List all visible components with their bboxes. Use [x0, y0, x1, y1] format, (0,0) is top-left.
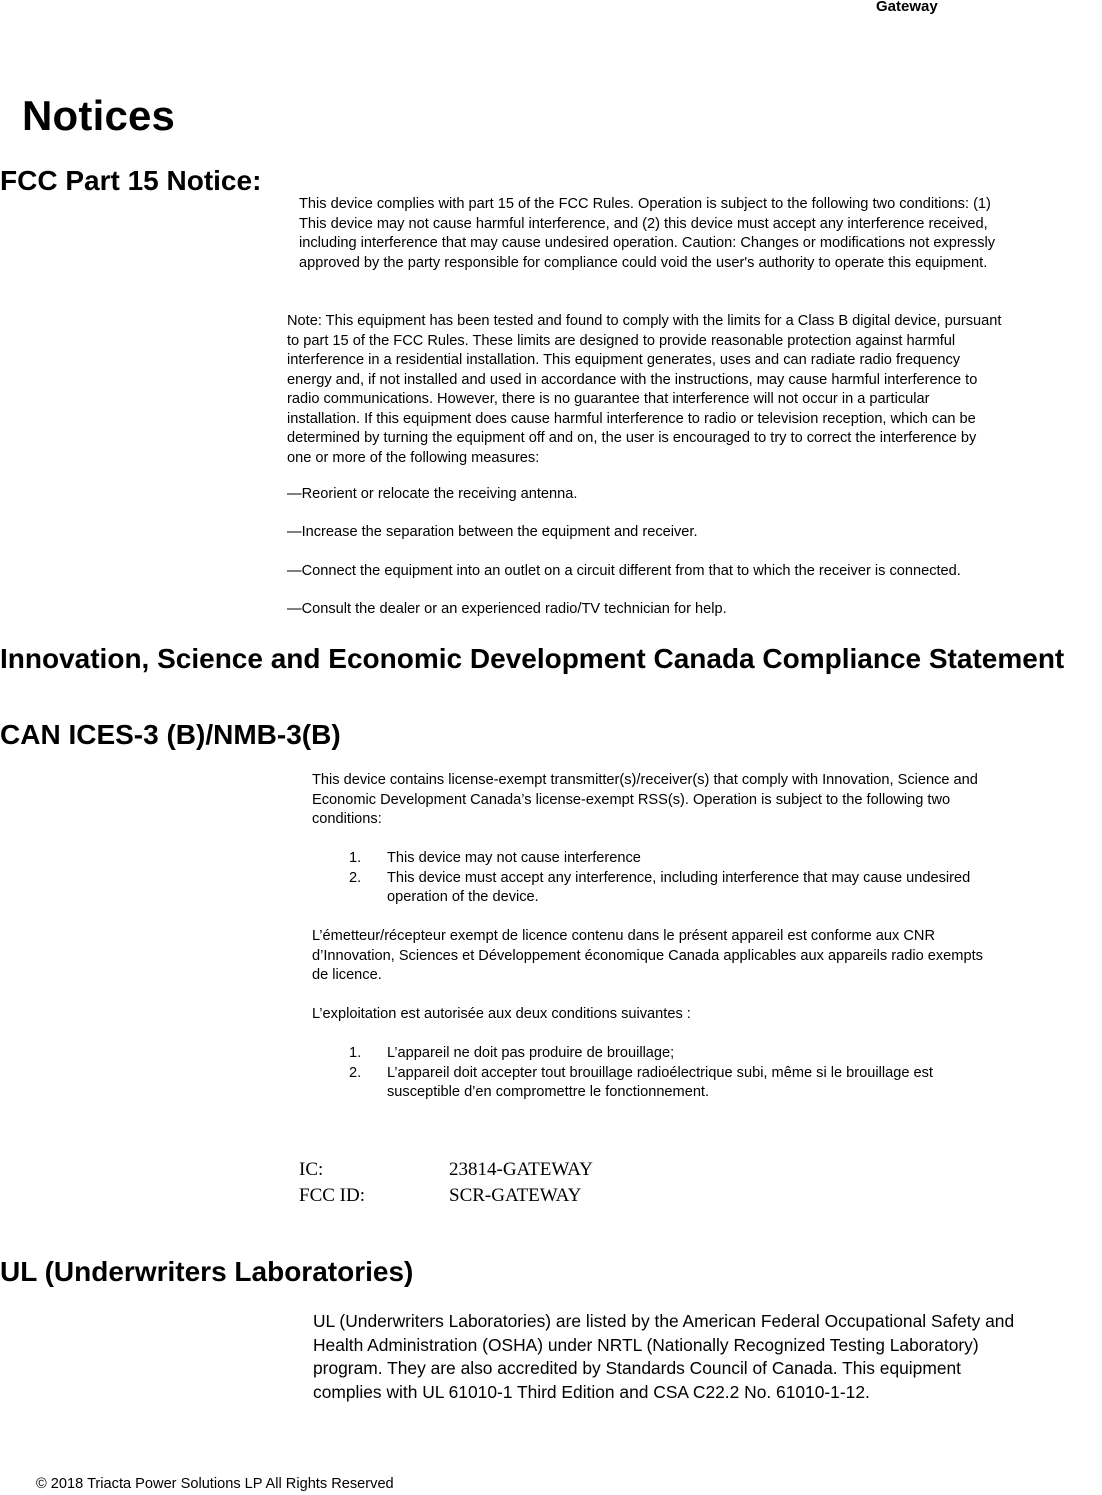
text-line: Note: This equipment has been tested and found to comply with the limits for a Class B digital device, pursuant: [287, 313, 1002, 329]
footer-copyright: © 2018 Triacta Power Solutions LP All Rights Reserved: [36, 1476, 394, 1492]
text-line: L’émetteur/récepteur exempt de licence contenu dans le présent appareil est conforme aux CNR: [312, 928, 936, 944]
text-line: installation. If this equipment does cause harmful interference to radio or television reception, which can be: [287, 410, 976, 427]
text-line: one or more of the following measures:: [287, 449, 540, 466]
list-item: [312, 1064, 1082, 1103]
text-line: to part 15 of the FCC Rules. These limits are designed to provide reasonable protection against harmful: [287, 332, 956, 349]
text-line: d’Innovation, Sciences et Développement économique Canada applicables aux appareils radio exempts: [312, 947, 983, 964]
list-item: [312, 849, 1082, 869]
text-line: susceptible d’en compromettre le fonctionnement.: [387, 1084, 710, 1100]
list-number: 1.: [349, 850, 362, 866]
text-line: This device may not cause harmful interference, and (2) this device must accept any interference received,: [299, 215, 988, 232]
list-number: 1.: [349, 1045, 362, 1061]
text-line: approved by the party responsible for compliance could void the user's authority to operate this equipment.: [299, 254, 988, 271]
text-line: This device complies with part 15 of the FCC Rules. Operation is subject to the following two conditions: (1): [299, 196, 991, 212]
list-number: 2.: [349, 1064, 362, 1081]
fcc-measure-item: —Connect the equipment into an outlet on a circuit different from that to which the receiver is connected.: [287, 563, 961, 579]
fcc-measure-item: —Consult the dealer or an experienced radio/TV technician for help.: [287, 601, 727, 617]
page-title: Notices: [22, 92, 176, 139]
text-line: operation of the device.: [387, 889, 539, 905]
text-line: L’exploitation est autorisée aux deux conditions suivantes :: [312, 1006, 691, 1022]
fcc-heading: FCC Part 15 Notice:: [0, 165, 262, 196]
text-line: program. They are also accredited by Standards Council of Canada. This equipment: [313, 1358, 962, 1378]
text-line: radio communications. However, there is no guarantee that interference will not occur in a particular: [287, 391, 930, 407]
fcc-note-paragraph: [287, 312, 1102, 468]
fcc-measure-item: —Increase the separation between the equipment and receiver.: [287, 524, 698, 540]
id-value: 23814-GATEWAY: [449, 1159, 593, 1180]
running-header-title: Gateway: [876, 0, 938, 15]
text-line: de licence.: [312, 967, 382, 983]
list-item: [312, 1044, 1082, 1064]
text-line: Economic Development Canada’s license-exempt RSS(s). Operation is subject to the following two: [312, 791, 951, 808]
text-line: L’appareil doit accepter tout brouillage radioélectrique subi, même si le brouillage est: [387, 1064, 933, 1081]
ised-fr-conditions-list: [312, 1044, 1082, 1103]
id-label: IC:: [299, 1159, 324, 1180]
text-line: UL (Underwriters Laboratories) are listed by the American Federal Occupational Safety and: [313, 1311, 1015, 1331]
text-line: L’appareil ne doit pas produire de brouillage;: [387, 1045, 675, 1061]
text-line: This device must accept any interference, including interference that may cause undesired: [387, 869, 971, 886]
text-line: conditions:: [312, 811, 382, 827]
fcc-compliance-paragraph: [299, 195, 1099, 273]
ised-body: [312, 771, 1082, 1103]
list-number: 2.: [349, 869, 362, 886]
id-label: FCC ID:: [299, 1185, 365, 1206]
text-line: Health Administration (OSHA) under NRTL (Nationally Recognized Testing Laboratory): [313, 1334, 979, 1355]
list-item: [312, 869, 1082, 908]
text-line: This device may not cause interference: [387, 850, 641, 866]
text-line: energy and, if not installed and used in accordance with the instructions, may cause harmful interference to: [287, 371, 978, 388]
ul-paragraph: [313, 1310, 1083, 1404]
text-line: This device contains license-exempt transmitter(s)/receiver(s) that comply with Innovation, Science and: [312, 772, 978, 788]
ised-conditions-list: [312, 849, 1082, 908]
ised-subheading: CAN ICES-3 (B)/NMB-3(B): [0, 719, 341, 750]
fcc-measure-item: —Reorient or relocate the receiving antenna.: [287, 486, 578, 502]
text-line: determined by turning the equipment off and on, the user is encouraged to try to correct the interference by: [287, 430, 977, 446]
ised-heading: Innovation, Science and Economic Development Canada Compliance Statement: [0, 643, 1065, 674]
text-line: complies with UL 61010-1 Third Edition and CSA C22.2 No. 61010-1-12.: [313, 1381, 870, 1402]
text-line: interference in a residential installation. This equipment generates, uses and can radiate radio frequency: [287, 352, 961, 368]
id-value: SCR-GATEWAY: [449, 1185, 582, 1206]
ul-heading: UL (Underwriters Laboratories): [0, 1256, 414, 1287]
regulatory-ids: [299, 1157, 719, 1213]
text-line: including interference that may cause undesired operation. Caution: Changes or modifications not expressly: [299, 235, 996, 251]
